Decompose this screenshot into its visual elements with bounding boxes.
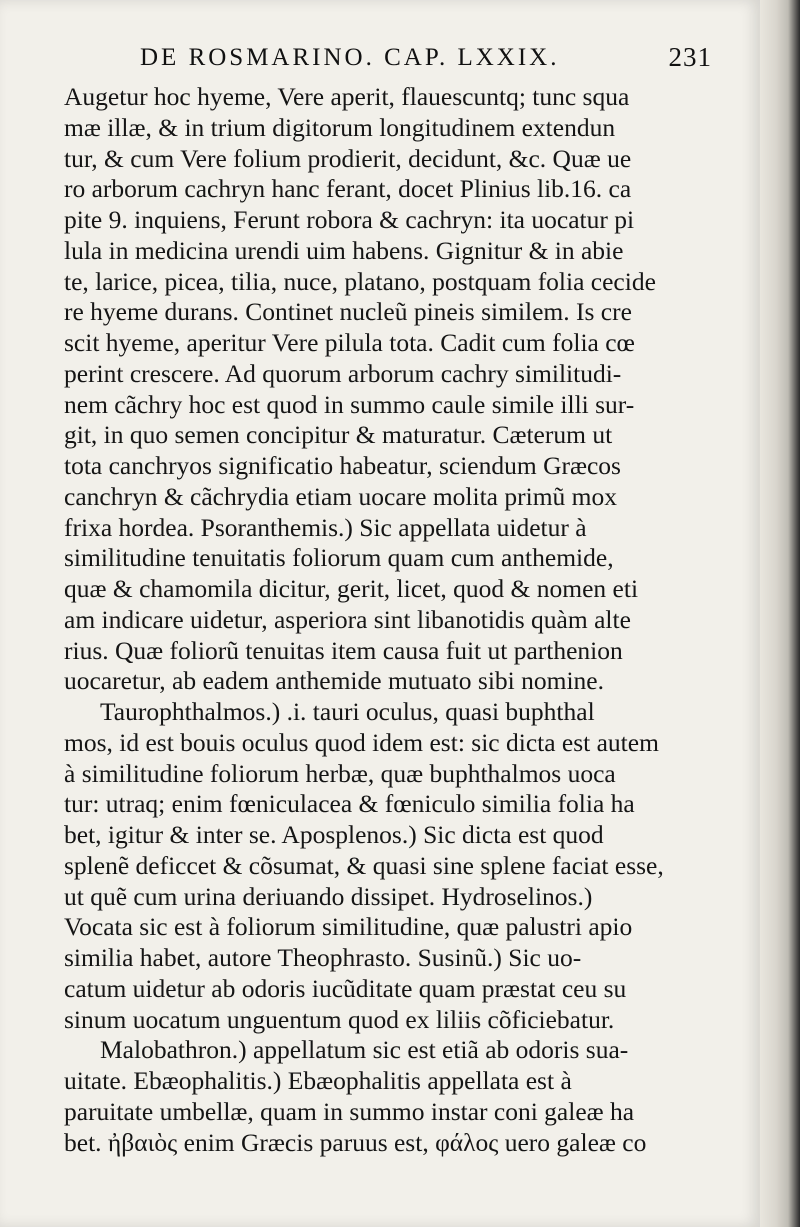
text-line: similia habet, autore Theophrasto. Susinũ.) Sic uo-	[64, 943, 582, 972]
text-line: Vocata sic est à foliorum similitudine, quæ palustri apio	[64, 912, 633, 942]
text-line: perint crescere. Ad quorum arborum cachry similitudi-	[64, 358, 622, 388]
page-edge	[760, 0, 800, 1227]
text-line: splenẽ deficcet & cõsumat, & quasi sine splene faciat esse,	[64, 850, 664, 880]
text-line: frixa hordea. Psoranthemis.) Sic appellata uidetur à	[64, 512, 587, 542]
running-title: DE ROSMARINO. CAP. LXXIX.	[140, 44, 560, 71]
text-line: am indicare uidetur, asperiora sint libanotidis quàm alte	[64, 604, 631, 634]
text-line: paruitate umbellæ, quam in summo instar coni galeæ ha	[64, 1096, 635, 1126]
text-line: ro arborum cachryn hanc ferant, docet Plinius lib.16. ca	[64, 174, 632, 204]
text-line: tur, & cum Vere folium prodierit, decidunt, &c. Quæ ue	[64, 143, 632, 173]
page-number: 231	[668, 42, 712, 72]
text-line: pite 9. inquiens, Ferunt robora & cachryn: ita uocatur pi	[64, 205, 635, 234]
text-line: sinum uocatum unguentum quod ex liliis cõficiebatur.	[64, 1004, 615, 1034]
text-line: mæ illæ, & in trium digitorum longitudinem extendun	[64, 112, 616, 142]
text-line: te, larice, picea, tilia, nuce, platano, postquam folia cecide	[64, 266, 656, 296]
text-line: nem cãchry hoc est quod in summo caule simile illi sur-	[64, 389, 635, 419]
text-line: Augetur hoc hyeme, Vere aperit, flauescuntq; tunc squa	[64, 82, 630, 111]
text-line: tur: utraq; enim fœniculacea & fœniculo similia folia ha	[64, 789, 635, 819]
text-line: re hyeme durans. Continet nucleũ pineis similem. Is cre	[64, 297, 632, 327]
text-line: bet. ἠβαιὸς enim Græcis paruus est, φάλος uero galeæ co	[64, 1127, 647, 1157]
body-text	[64, 82, 714, 1158]
text-line: uitate. Ebæophalitis.) Ebæophalitis appellata est à	[64, 1066, 572, 1095]
text-line: mos, id est bouis oculus quod idem est: sic dicta est autem	[64, 727, 659, 757]
text-line: similitudine tenuitatis foliorum quam cum anthemide,	[64, 543, 614, 573]
text-line: Taurophthalmos.) .i. tauri oculus, quasi buphthal	[100, 697, 595, 726]
text-line: catum uidetur ab odoris iucũditate quam præstat ceu su	[64, 973, 627, 1003]
text-line: git, in quo semen concipitur & maturatur. Cæterum ut	[64, 420, 613, 450]
text-line: lula in medicina urendi uim habens. Gignitur & in abie	[64, 235, 624, 265]
text-line: à similitudine foliorum herbæ, quæ buphthalmos uoca	[64, 758, 616, 788]
text-line: ut quẽ cum urina deriuando dissipet. Hydroselinos.)	[64, 881, 593, 911]
text-line: canchryn & cãchrydia etiam uocare molita primũ mox	[64, 481, 617, 511]
text-line: uocaretur, ab eadem anthemide mutuato sibi nomine.	[64, 666, 604, 696]
text-line: bet, igitur & inter se. Aposplenos.) Sic dicta est quod	[64, 820, 604, 849]
text-line: quæ & chamomila dicitur, gerit, licet, quod & nomen eti	[64, 574, 639, 603]
text-line: rius. Quæ foliorũ tenuitas item causa fuit ut parthenion	[64, 635, 623, 665]
running-head	[140, 40, 720, 76]
text-line: tota canchryos significatio habeatur, sciendum Græcos	[64, 451, 621, 480]
text-line: scit hyeme, aperitur Vere pilula tota. Cadit cum folia cœ	[64, 328, 635, 357]
text-line: Malobathron.) appellatum sic est etiã ab odoris sua-	[100, 1035, 629, 1065]
